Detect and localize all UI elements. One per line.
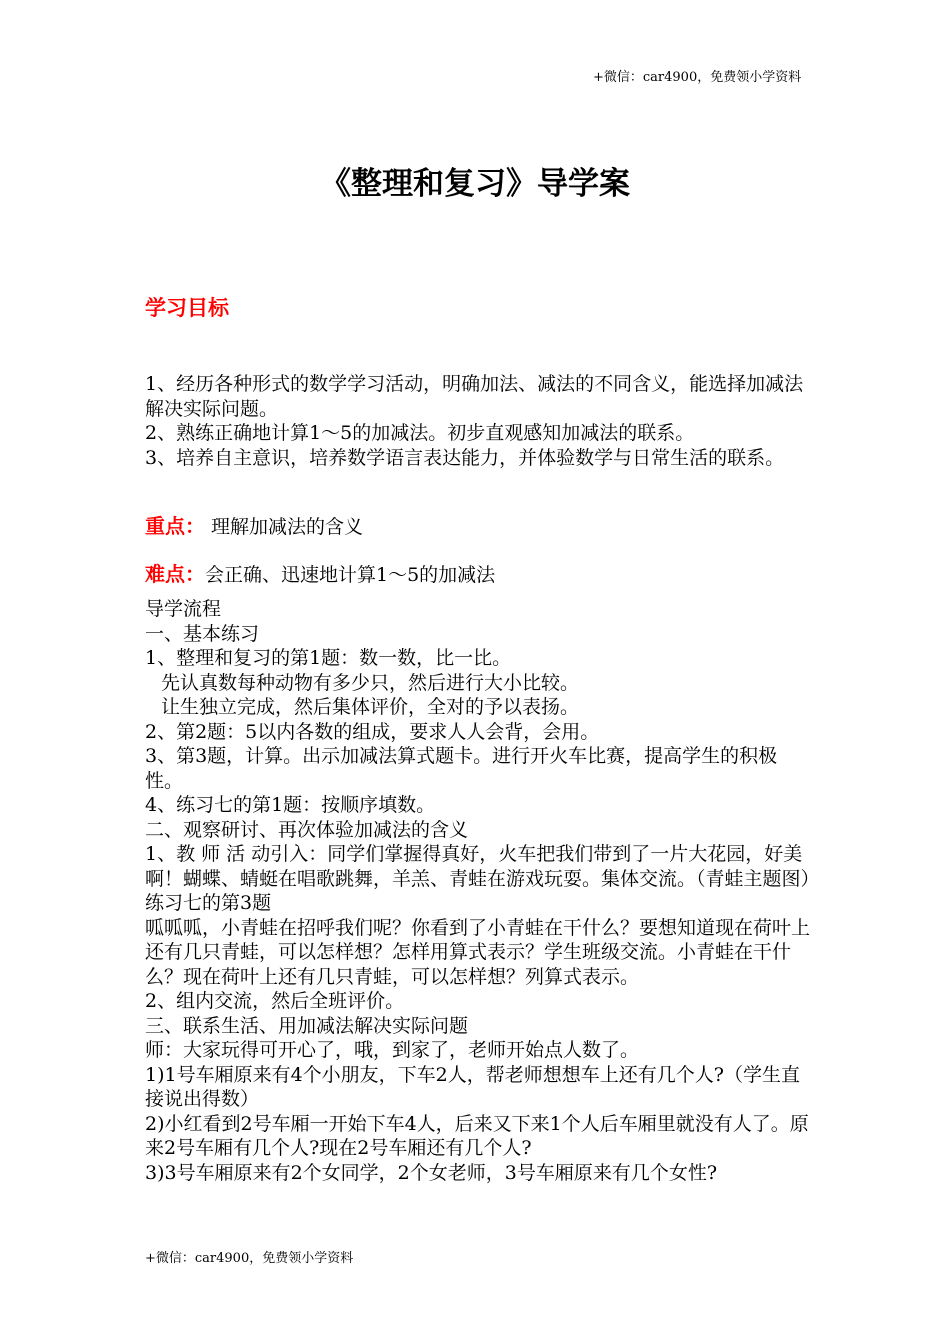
difficult-label: 难点： bbox=[145, 562, 205, 586]
flow-paragraph: 二、观察研讨、再次体验加减法的含义 bbox=[145, 818, 469, 841]
header-watermark-note: +微信：car4900，免费领小学资料 bbox=[593, 70, 802, 85]
flow-paragraph: 先认真数每种动物有多少只，然后进行大小比较。 bbox=[161, 671, 580, 694]
flow-paragraph: 1、整理和复习的第1题：数一数，比一比。 bbox=[145, 647, 512, 669]
goal-item: 1、经历各种形式的数学学习活动，明确加法、减法的不同含义，能选择加减法解决实际问题。 bbox=[145, 373, 804, 420]
learning-flow bbox=[145, 597, 810, 1185]
key-point-difficult bbox=[145, 558, 810, 587]
flow-paragraph: 3、第3题，计算。出示加减法算式题卡。进行开火车比赛，提高学生的积极性。 bbox=[145, 745, 778, 792]
flow-paragraph: 一、基本练习 bbox=[145, 622, 260, 645]
flow-paragraph: 呱呱呱，小青蛙在招呼我们呢？你看到了小青蛙在干什么？要想知道现在荷叶上还有几只青蛙，可以怎样想？怎样用算式表示？学生班级交流。小青蛙在干什么？现在荷叶上还有几只青蛙，可以怎样想？列算式表示。 bbox=[145, 916, 811, 988]
flow-paragraph: 导学流程 bbox=[145, 598, 222, 620]
learning-goals-heading: 学习目标 bbox=[145, 296, 229, 320]
flow-paragraph: 2、组内交流，然后全班评价。 bbox=[145, 990, 405, 1012]
flow-paragraph: 1)1号车厢原来有4个小朋友，下车2人，帮老师想想车上还有几个人?（学生直接说出得数） bbox=[145, 1063, 800, 1110]
goal-item: 3、培养自主意识，培养数学语言表达能力，并体验数学与日常生活的联系。 bbox=[145, 446, 785, 469]
goal-item: 2、熟练正确地计算1～5的加减法。初步直观感知加减法的联系。 bbox=[145, 422, 695, 444]
flow-paragraph: 3)3号车厢原来有2个女同学，2个女老师，3号车厢原来有几个女性? bbox=[145, 1161, 718, 1184]
learning-goals-list bbox=[145, 372, 810, 470]
flow-paragraph: 2)小红看到2号车厢一开始下车4人，后来又下来1个人后车厢里就没有人了。原来2号车厢有几个人?现在2号车厢还有几个人? bbox=[145, 1112, 809, 1159]
important-text: 理解加减法的含义 bbox=[205, 516, 364, 538]
key-point-important bbox=[145, 510, 810, 539]
flow-paragraph: 4、练习七的第1题：按顺序填数。 bbox=[145, 794, 436, 816]
flow-paragraph: 师：大家玩得可开心了，哦，到家了，老师开始点人数了。 bbox=[145, 1039, 640, 1061]
flow-paragraph: 2、第2题：5以内各数的组成，要求人人会背，会用。 bbox=[145, 720, 600, 743]
flow-paragraph: 让生独立完成，然后集体评价，全对的予以表扬。 bbox=[161, 696, 580, 718]
page-title: 《整理和复习》导学案 bbox=[320, 166, 630, 202]
footer-watermark-note: +微信：car4900，免费领小学资料 bbox=[145, 1251, 354, 1266]
flow-paragraph: 三、联系生活、用加减法解决实际问题 bbox=[145, 1014, 469, 1037]
difficult-text: 会正确、迅速地计算1～5的加减法 bbox=[205, 564, 496, 586]
flow-paragraph: 1、教 师 活 动引入：同学们掌握得真好，火车把我们带到了一片大花园，好美啊！蝴蝶、蜻蜓在唱歌跳舞，羊羔、青蛙在游戏玩耍。集体交流。（青蛙主题图）练习七的第3题 bbox=[145, 843, 811, 914]
important-label: 重点： bbox=[145, 514, 205, 538]
